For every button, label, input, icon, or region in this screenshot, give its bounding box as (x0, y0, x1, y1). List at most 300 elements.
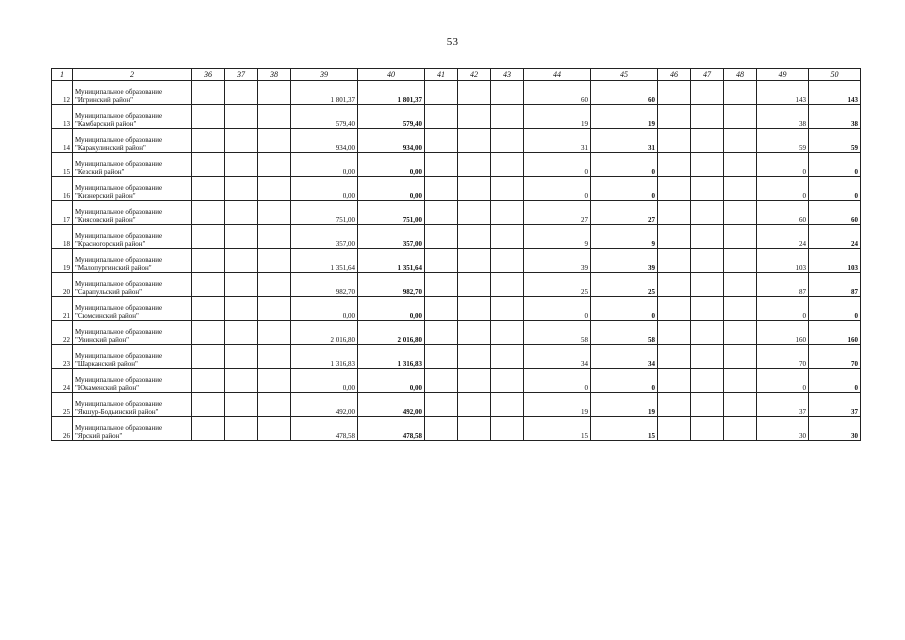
header-cell: 1 (52, 69, 73, 81)
cell-col-45: 0 (591, 177, 658, 201)
cell-col-39: 357,00 (291, 225, 358, 249)
cell-col-37 (225, 369, 258, 393)
cell-col-36 (192, 153, 225, 177)
cell-col-46 (658, 393, 691, 417)
cell-col-36 (192, 345, 225, 369)
cell-col-42 (458, 297, 491, 321)
table-row (52, 201, 861, 225)
cell-col-41 (425, 129, 458, 153)
header-row (52, 69, 861, 81)
cell-col-37 (225, 249, 258, 273)
cell-col-40: 2 016,80 (358, 321, 425, 345)
cell-col-45: 60 (591, 81, 658, 105)
table-row (52, 297, 861, 321)
municipality-type-label: Муниципальное образование (75, 232, 163, 240)
municipality-name-label: "Камбарский район" (75, 120, 137, 128)
municipality-name-label: "Юкаменский район" (75, 384, 139, 392)
row-number-cell: 13 (52, 105, 73, 129)
cell-col-39: 1 351,64 (291, 249, 358, 273)
table-body (52, 81, 861, 441)
row-number-cell: 15 (52, 153, 73, 177)
cell-col-42 (458, 81, 491, 105)
cell-col-38 (258, 417, 291, 441)
cell-col-41 (425, 393, 458, 417)
cell-col-46 (658, 369, 691, 393)
cell-col-40: 982,70 (358, 273, 425, 297)
municipality-name-cell (73, 177, 192, 201)
cell-col-38 (258, 321, 291, 345)
cell-col-47 (691, 393, 724, 417)
cell-col-41 (425, 153, 458, 177)
cell-col-36 (192, 225, 225, 249)
row-number-cell: 16 (52, 177, 73, 201)
cell-col-48 (724, 105, 757, 129)
table-row (52, 153, 861, 177)
municipality-name-label: "Киясовский район" (75, 216, 136, 224)
municipality-name-label: "Ярский район" (75, 432, 123, 440)
cell-col-43 (491, 369, 524, 393)
cell-col-48 (724, 321, 757, 345)
cell-col-47 (691, 153, 724, 177)
cell-col-40: 1 316,83 (358, 345, 425, 369)
cell-col-48 (724, 273, 757, 297)
cell-col-39: 0,00 (291, 297, 358, 321)
header-cell: 49 (757, 69, 809, 81)
table-row (52, 177, 861, 201)
cell-col-47 (691, 105, 724, 129)
header-cell: 50 (809, 69, 861, 81)
cell-col-48 (724, 81, 757, 105)
cell-col-47 (691, 345, 724, 369)
cell-col-38 (258, 201, 291, 225)
table-row (52, 369, 861, 393)
cell-col-37 (225, 273, 258, 297)
cell-col-41 (425, 369, 458, 393)
cell-col-42 (458, 249, 491, 273)
cell-col-44: 27 (524, 201, 591, 225)
cell-col-36 (192, 201, 225, 225)
cell-col-45: 0 (591, 369, 658, 393)
cell-col-44: 39 (524, 249, 591, 273)
cell-col-42 (458, 177, 491, 201)
cell-col-37 (225, 153, 258, 177)
municipality-type-label: Муниципальное образование (75, 328, 163, 336)
cell-col-43 (491, 177, 524, 201)
cell-col-47 (691, 369, 724, 393)
cell-col-45: 25 (591, 273, 658, 297)
row-number-cell: 18 (52, 225, 73, 249)
data-table (51, 68, 861, 441)
municipality-type-label: Муниципальное образование (75, 400, 163, 408)
cell-col-46 (658, 321, 691, 345)
row-number-cell: 22 (52, 321, 73, 345)
cell-col-39: 2 016,80 (291, 321, 358, 345)
municipality-type-label: Муниципальное образование (75, 352, 163, 360)
cell-col-40: 934,00 (358, 129, 425, 153)
cell-col-44: 0 (524, 153, 591, 177)
municipality-name-label: "Сюмсинский район" (75, 312, 139, 320)
row-number-cell: 26 (52, 417, 73, 441)
table-row (52, 129, 861, 153)
municipality-type-label: Муниципальное образование (75, 208, 163, 216)
cell-col-41 (425, 321, 458, 345)
municipality-name-label: "Якшур-Бодьинский район" (75, 408, 159, 416)
cell-col-40: 357,00 (358, 225, 425, 249)
cell-col-36 (192, 393, 225, 417)
cell-col-41 (425, 177, 458, 201)
cell-col-48 (724, 153, 757, 177)
cell-col-42 (458, 345, 491, 369)
cell-col-42 (458, 105, 491, 129)
cell-col-36 (192, 273, 225, 297)
cell-col-46 (658, 273, 691, 297)
header-cell: 41 (425, 69, 458, 81)
row-number-cell: 21 (52, 297, 73, 321)
header-cell: 38 (258, 69, 291, 81)
cell-col-45: 9 (591, 225, 658, 249)
cell-col-36 (192, 129, 225, 153)
cell-col-45: 0 (591, 153, 658, 177)
cell-col-49: 103 (757, 249, 809, 273)
table-row (52, 81, 861, 105)
cell-col-41 (425, 249, 458, 273)
cell-col-47 (691, 321, 724, 345)
cell-col-49: 0 (757, 369, 809, 393)
cell-col-37 (225, 345, 258, 369)
municipality-name-cell (73, 321, 192, 345)
cell-col-49: 38 (757, 105, 809, 129)
cell-col-45: 19 (591, 393, 658, 417)
municipality-type-label: Муниципальное образование (75, 136, 163, 144)
cell-col-45: 19 (591, 105, 658, 129)
cell-col-38 (258, 225, 291, 249)
municipality-name-cell (73, 369, 192, 393)
header-cell: 39 (291, 69, 358, 81)
cell-col-37 (225, 129, 258, 153)
municipality-name-cell (73, 201, 192, 225)
cell-col-50: 70 (809, 345, 861, 369)
header-cell: 45 (591, 69, 658, 81)
cell-col-39: 478,58 (291, 417, 358, 441)
municipality-name-cell (73, 297, 192, 321)
cell-col-38 (258, 297, 291, 321)
cell-col-46 (658, 81, 691, 105)
cell-col-40: 751,00 (358, 201, 425, 225)
cell-col-44: 15 (524, 417, 591, 441)
cell-col-42 (458, 369, 491, 393)
cell-col-37 (225, 201, 258, 225)
cell-col-46 (658, 297, 691, 321)
cell-col-50: 60 (809, 201, 861, 225)
municipality-type-label: Муниципальное образование (75, 160, 163, 168)
cell-col-42 (458, 393, 491, 417)
cell-col-42 (458, 321, 491, 345)
row-number-cell: 19 (52, 249, 73, 273)
header-cell: 40 (358, 69, 425, 81)
row-number-cell: 24 (52, 369, 73, 393)
cell-col-37 (225, 321, 258, 345)
cell-col-40: 1 801,37 (358, 81, 425, 105)
cell-col-47 (691, 249, 724, 273)
cell-col-45: 15 (591, 417, 658, 441)
municipality-name-label: "Увинский район" (75, 336, 130, 344)
cell-col-43 (491, 321, 524, 345)
municipality-name-cell (73, 345, 192, 369)
cell-col-46 (658, 177, 691, 201)
cell-col-50: 37 (809, 393, 861, 417)
cell-col-41 (425, 345, 458, 369)
table-row (52, 321, 861, 345)
header-cell: 36 (192, 69, 225, 81)
municipality-type-label: Муниципальное образование (75, 184, 163, 192)
municipality-name-label: "Кизнерский район" (75, 192, 136, 200)
cell-col-37 (225, 417, 258, 441)
municipality-name-cell (73, 417, 192, 441)
cell-col-37 (225, 225, 258, 249)
cell-col-48 (724, 225, 757, 249)
cell-col-48 (724, 177, 757, 201)
municipality-name-cell (73, 81, 192, 105)
cell-col-42 (458, 129, 491, 153)
cell-col-48 (724, 249, 757, 273)
cell-col-47 (691, 177, 724, 201)
cell-col-44: 25 (524, 273, 591, 297)
cell-col-36 (192, 81, 225, 105)
cell-col-48 (724, 393, 757, 417)
cell-col-37 (225, 297, 258, 321)
cell-col-50: 0 (809, 297, 861, 321)
cell-col-41 (425, 297, 458, 321)
cell-col-47 (691, 297, 724, 321)
cell-col-46 (658, 417, 691, 441)
header-cell: 46 (658, 69, 691, 81)
cell-col-39: 751,00 (291, 201, 358, 225)
cell-col-38 (258, 249, 291, 273)
cell-col-44: 0 (524, 297, 591, 321)
cell-col-50: 103 (809, 249, 861, 273)
cell-col-43 (491, 297, 524, 321)
row-number-cell: 23 (52, 345, 73, 369)
cell-col-42 (458, 225, 491, 249)
cell-col-39: 0,00 (291, 153, 358, 177)
cell-col-38 (258, 129, 291, 153)
cell-col-38 (258, 153, 291, 177)
table-row (52, 393, 861, 417)
cell-col-50: 87 (809, 273, 861, 297)
cell-col-47 (691, 129, 724, 153)
cell-col-41 (425, 105, 458, 129)
cell-col-49: 30 (757, 417, 809, 441)
row-number-cell: 12 (52, 81, 73, 105)
cell-col-48 (724, 297, 757, 321)
municipality-type-label: Муниципальное образование (75, 280, 163, 288)
cell-col-44: 19 (524, 105, 591, 129)
cell-col-41 (425, 81, 458, 105)
cell-col-46 (658, 129, 691, 153)
municipality-type-label: Муниципальное образование (75, 256, 163, 264)
municipality-type-label: Муниципальное образование (75, 304, 163, 312)
municipality-name-cell (73, 273, 192, 297)
cell-col-37 (225, 393, 258, 417)
cell-col-44: 19 (524, 393, 591, 417)
municipality-name-cell (73, 153, 192, 177)
municipality-type-label: Муниципальное образование (75, 88, 163, 96)
cell-col-43 (491, 105, 524, 129)
cell-col-36 (192, 297, 225, 321)
cell-col-41 (425, 417, 458, 441)
page-number: 53 (446, 36, 459, 48)
cell-col-38 (258, 273, 291, 297)
municipality-name-cell (73, 225, 192, 249)
cell-col-36 (192, 321, 225, 345)
table-row (52, 345, 861, 369)
cell-col-39: 579,40 (291, 105, 358, 129)
cell-col-43 (491, 417, 524, 441)
cell-col-41 (425, 201, 458, 225)
cell-col-49: 24 (757, 225, 809, 249)
table-row (52, 273, 861, 297)
cell-col-49: 0 (757, 177, 809, 201)
table-row (52, 105, 861, 129)
cell-col-46 (658, 345, 691, 369)
cell-col-40: 1 351,64 (358, 249, 425, 273)
cell-col-40: 579,40 (358, 105, 425, 129)
municipality-name-cell (73, 249, 192, 273)
cell-col-38 (258, 177, 291, 201)
cell-col-38 (258, 369, 291, 393)
cell-col-36 (192, 417, 225, 441)
cell-col-43 (491, 81, 524, 105)
cell-col-49: 0 (757, 153, 809, 177)
cell-col-39: 492,00 (291, 393, 358, 417)
cell-col-39: 934,00 (291, 129, 358, 153)
header-cell: 44 (524, 69, 591, 81)
cell-col-45: 58 (591, 321, 658, 345)
header-cell: 42 (458, 69, 491, 81)
cell-col-42 (458, 201, 491, 225)
cell-col-49: 0 (757, 297, 809, 321)
cell-col-48 (724, 369, 757, 393)
cell-col-49: 70 (757, 345, 809, 369)
cell-col-40: 478,58 (358, 417, 425, 441)
cell-col-49: 37 (757, 393, 809, 417)
cell-col-39: 0,00 (291, 177, 358, 201)
cell-col-43 (491, 201, 524, 225)
cell-col-47 (691, 201, 724, 225)
cell-col-39: 0,00 (291, 369, 358, 393)
municipality-name-label: "Игринский район" (75, 96, 133, 104)
cell-col-45: 0 (591, 297, 658, 321)
cell-col-43 (491, 225, 524, 249)
cell-col-38 (258, 345, 291, 369)
cell-col-45: 31 (591, 129, 658, 153)
municipality-type-label: Муниципальное образование (75, 424, 163, 432)
cell-col-40: 0,00 (358, 297, 425, 321)
row-number-cell: 20 (52, 273, 73, 297)
row-number-cell: 25 (52, 393, 73, 417)
municipality-name-label: "Кезский район" (75, 168, 125, 176)
cell-col-40: 492,00 (358, 393, 425, 417)
cell-col-38 (258, 81, 291, 105)
table-row (52, 417, 861, 441)
cell-col-43 (491, 153, 524, 177)
cell-col-42 (458, 153, 491, 177)
cell-col-48 (724, 201, 757, 225)
cell-col-37 (225, 177, 258, 201)
cell-col-46 (658, 153, 691, 177)
cell-col-38 (258, 393, 291, 417)
cell-col-50: 59 (809, 129, 861, 153)
cell-col-50: 0 (809, 369, 861, 393)
cell-col-45: 27 (591, 201, 658, 225)
cell-col-37 (225, 105, 258, 129)
cell-col-44: 58 (524, 321, 591, 345)
cell-col-49: 160 (757, 321, 809, 345)
cell-col-43 (491, 273, 524, 297)
cell-col-50: 143 (809, 81, 861, 105)
header-cell: 47 (691, 69, 724, 81)
cell-col-50: 160 (809, 321, 861, 345)
municipality-name-label: "Малопургинский район" (75, 264, 152, 272)
cell-col-36 (192, 369, 225, 393)
cell-col-47 (691, 81, 724, 105)
cell-col-40: 0,00 (358, 153, 425, 177)
cell-col-36 (192, 249, 225, 273)
cell-col-45: 39 (591, 249, 658, 273)
cell-col-49: 60 (757, 201, 809, 225)
cell-col-50: 24 (809, 225, 861, 249)
cell-col-41 (425, 225, 458, 249)
table-row (52, 225, 861, 249)
header-cell: 37 (225, 69, 258, 81)
municipality-name-label: "Шарканский район" (75, 360, 138, 368)
cell-col-46 (658, 201, 691, 225)
cell-col-42 (458, 417, 491, 441)
municipality-name-cell (73, 393, 192, 417)
cell-col-46 (658, 249, 691, 273)
cell-col-50: 30 (809, 417, 861, 441)
municipality-name-label: "Каракулинский район" (75, 144, 146, 152)
table-row (52, 249, 861, 273)
municipality-type-label: Муниципальное образование (75, 112, 163, 120)
cell-col-36 (192, 105, 225, 129)
cell-col-49: 143 (757, 81, 809, 105)
cell-col-49: 87 (757, 273, 809, 297)
cell-col-44: 0 (524, 177, 591, 201)
cell-col-43 (491, 345, 524, 369)
cell-col-41 (425, 273, 458, 297)
cell-col-48 (724, 345, 757, 369)
cell-col-47 (691, 417, 724, 441)
row-number-cell: 14 (52, 129, 73, 153)
cell-col-38 (258, 105, 291, 129)
cell-col-50: 0 (809, 153, 861, 177)
cell-col-50: 0 (809, 177, 861, 201)
cell-col-46 (658, 105, 691, 129)
municipality-name-label: "Красногорский район" (75, 240, 146, 248)
header-cell: 2 (73, 69, 192, 81)
cell-col-48 (724, 417, 757, 441)
cell-col-48 (724, 129, 757, 153)
cell-col-44: 0 (524, 369, 591, 393)
cell-col-40: 0,00 (358, 177, 425, 201)
cell-col-39: 1 316,83 (291, 345, 358, 369)
cell-col-44: 60 (524, 81, 591, 105)
municipality-type-label: Муниципальное образование (75, 376, 163, 384)
cell-col-42 (458, 273, 491, 297)
cell-col-43 (491, 393, 524, 417)
cell-col-36 (192, 177, 225, 201)
